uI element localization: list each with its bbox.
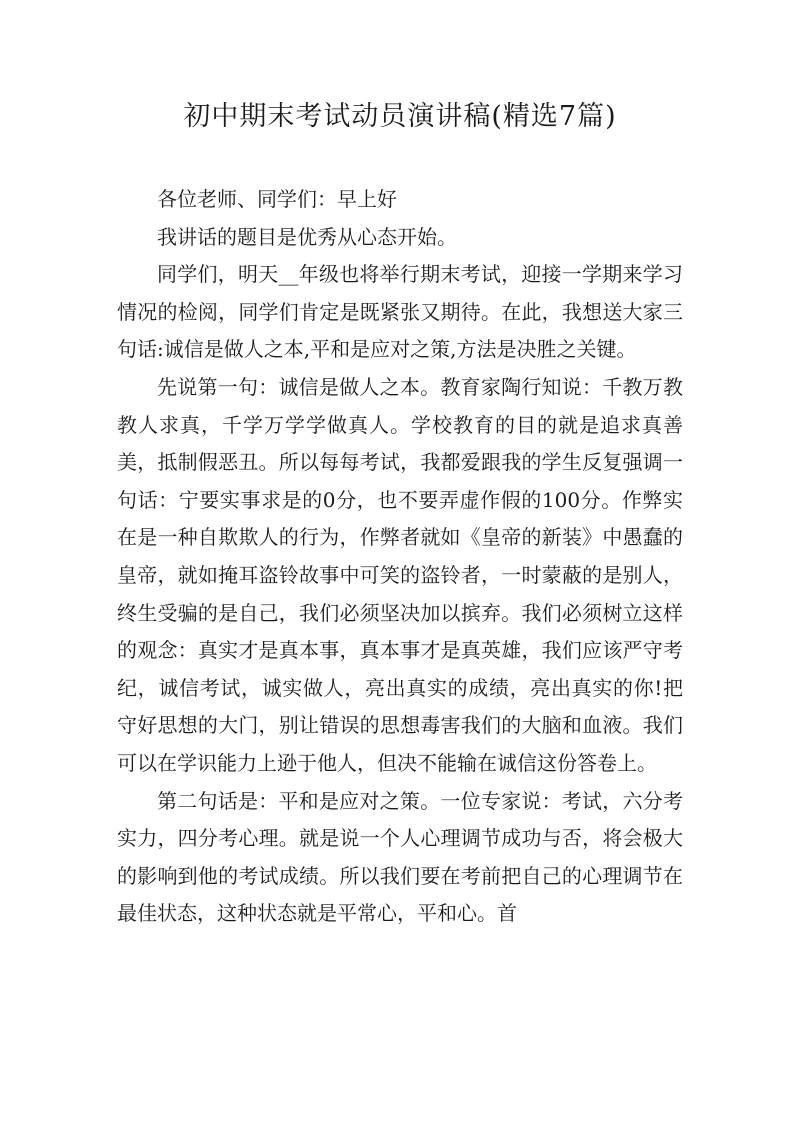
paragraph-topic: 我讲话的题目是优秀从心态开始。 bbox=[157, 224, 457, 249]
document-body bbox=[117, 181, 683, 933]
paragraph-calm: 第二句话是：平和是应对之策。一位专家说：考试，六分考实力，四分考心理。就是说一个人心理调节成功与否，将会极大的影响到他的考试成绩。所以我们要在考前把自己的心理调节在最佳状态，这种状态就是平常心，平和心。首 bbox=[117, 788, 683, 926]
paragraph-honesty: 先说第一句：诚信是做人之本。教育家陶行知说：千教万教教人求真，千学万学学做真人。学校教育的目的就是追求真善美，抵制假恶丑。所以每每考试，我都爱跟我的学生反复强调一句话：宁要实事求是的0分，也不要弄虚作假的100分。作弊实在是一种自欺欺人的行为，作弊者就如《皇帝的新装》中愚蠢的皇帝，就如掩耳盗铃故事中可笑的盗铃者，一时蒙蔽的是别人，终生受骗的是自己，我们必须坚决加以摈弃。我们必须树立这样的观念：真实才是真本事，真本事才是真英雄，我们应该严守考纪，诚信考试，诚实做人，亮出真实的成绩，亮出真实的你!把守好思想的大门，别让错误的思想毒害我们的大脑和血液。我们可以在学识能力上逊于他人，但决不能输在诚信这份答卷上。 bbox=[117, 374, 683, 775]
paragraph-greeting: 各位老师、同学们：早上好 bbox=[157, 187, 397, 211]
paragraph-intro: 同学们，明天__年级也将举行期末考试，迎接一学期来学习情况的检阅，同学们肯定是既紧张又期待。在此，我想送大家三句话:诚信是做人之本,平和是应对之策,方法是决胜之关键。 bbox=[117, 262, 683, 362]
document-title: 初中期末考试动员演讲稿(精选7篇) bbox=[183, 101, 617, 132]
